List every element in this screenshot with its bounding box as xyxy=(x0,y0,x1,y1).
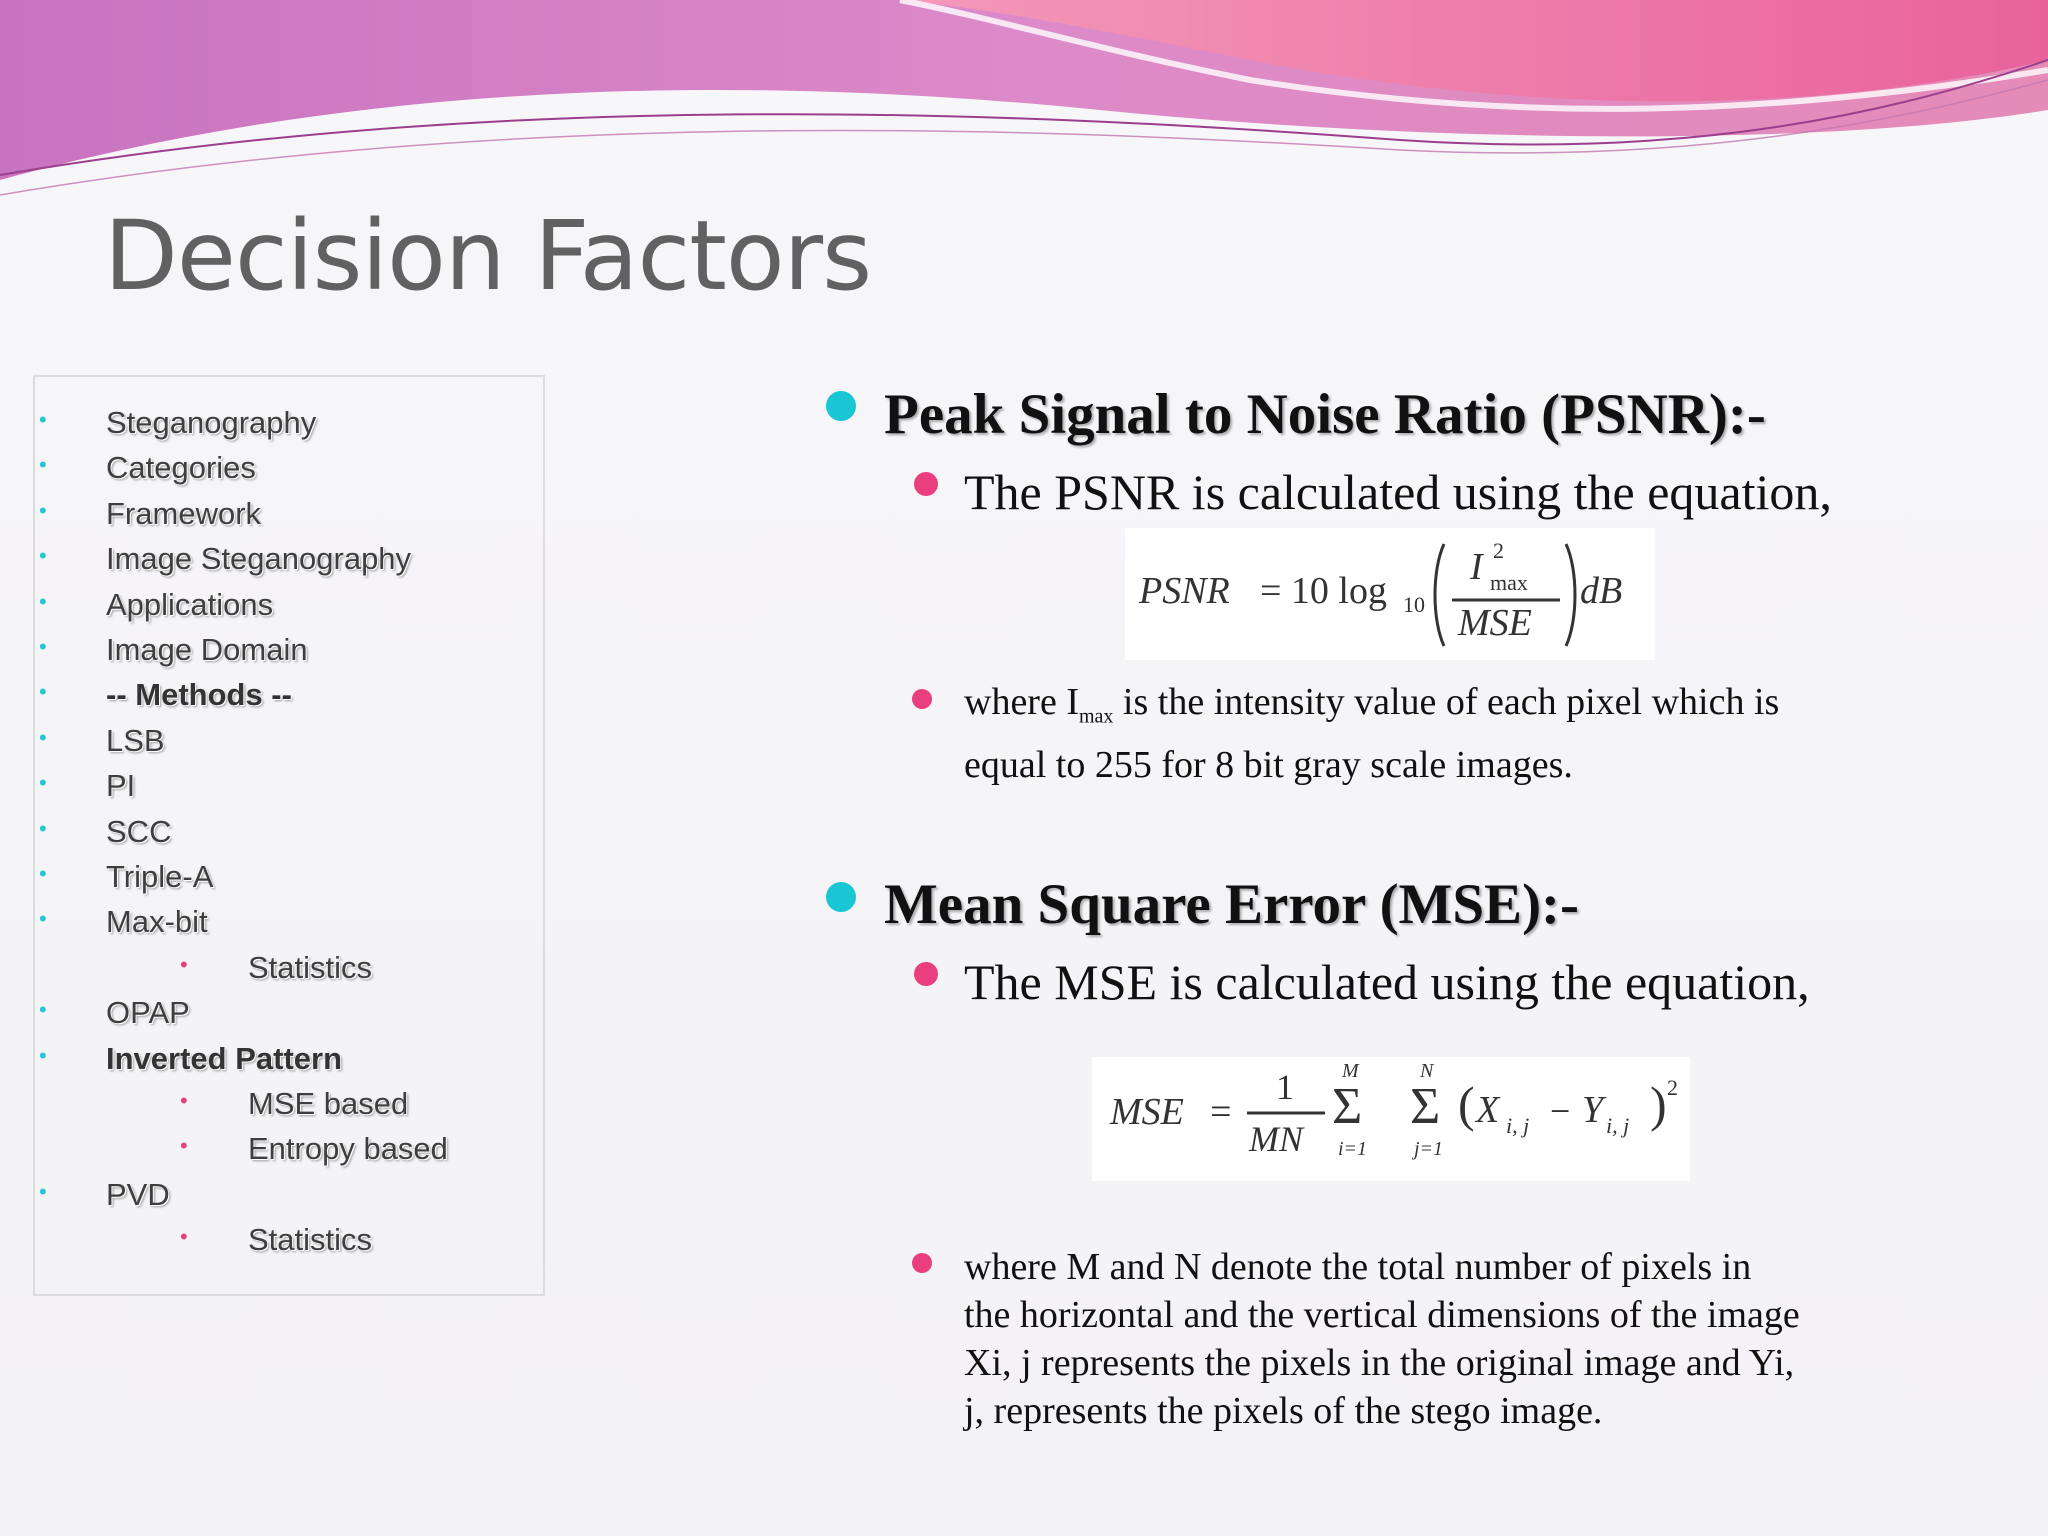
outline-bullet: • xyxy=(39,634,47,659)
outline-bullet: • xyxy=(39,861,47,886)
mse-eq-sum2-top: N xyxy=(1420,1060,1434,1082)
bullet-psnr xyxy=(826,391,856,421)
outline-item[interactable]: Entropy based xyxy=(248,1131,448,1167)
outline-panel xyxy=(33,375,545,1296)
outline-item[interactable]: Max-bit xyxy=(106,904,208,940)
psnr-note-line2: equal to 255 for 8 bit gray scale images. xyxy=(964,743,1573,786)
mse-eq-rparen: ) xyxy=(1650,1076,1667,1132)
mse-eq-y: Y xyxy=(1582,1089,1604,1131)
outline-item[interactable]: Statistics xyxy=(248,949,373,985)
outline-bullet: • xyxy=(180,1133,188,1159)
outline-bullet: • xyxy=(39,588,47,614)
outline-bullet: • xyxy=(180,1088,188,1113)
outline-bullet: • xyxy=(39,452,47,478)
outline-item[interactable]: -- Methods -- xyxy=(106,677,292,713)
outline-item[interactable]: Categories xyxy=(106,450,256,486)
mse-eq-x: X xyxy=(1476,1089,1500,1131)
psnr-eq-num-sub: max xyxy=(1490,570,1528,595)
psnr-eq-lhs: PSNR xyxy=(1139,570,1230,612)
mse-eq-y-sub: i, j xyxy=(1606,1113,1630,1138)
mse-eq-fraction-bar xyxy=(1247,1110,1327,1116)
outline-bullet: • xyxy=(39,770,47,796)
mse-eq-sum1-bot: i=1 xyxy=(1338,1138,1368,1160)
mse-eq-den: MN xyxy=(1249,1119,1303,1159)
outline-item[interactable]: PVD xyxy=(106,1176,170,1212)
psnr-note-post: is the intensity value of each pixel which is xyxy=(1113,681,1780,723)
bullet-mse-note xyxy=(912,1253,932,1273)
outline-item[interactable]: Image Steganography xyxy=(106,541,412,577)
psnr-eq-num-sup: 2 xyxy=(1493,538,1504,563)
psnr-eq-unit: dB xyxy=(1580,570,1623,612)
outline-item[interactable]: Triple-A xyxy=(106,859,214,894)
psnr-eq-equals: = 10 log xyxy=(1260,570,1387,612)
outline-bullet: • xyxy=(180,951,188,977)
bullet-psnr-note xyxy=(912,689,932,709)
psnr-eq-den: MSE xyxy=(1458,602,1532,644)
bullet-psnr-intro xyxy=(914,472,938,496)
mse-note-line-4: j, represents the pixels of the stego image. xyxy=(964,1390,1603,1432)
mse-eq-sigma-1: Σ xyxy=(1332,1078,1363,1135)
mse-eq-equals: = xyxy=(1210,1091,1232,1133)
psnr-intro: The PSNR is calculated using the equation, xyxy=(964,464,1832,520)
outline-bullet: • xyxy=(39,497,47,523)
outline-item[interactable]: Framework xyxy=(106,495,262,531)
outline-bullet: • xyxy=(39,1042,47,1068)
outline-item[interactable]: Statistics xyxy=(248,1222,373,1258)
mse-heading: Mean Square Error (MSE):- xyxy=(884,873,1580,936)
mse-note-line-1: where M and N denote the total number of pixels in xyxy=(964,1246,1752,1288)
outline-bullet: • xyxy=(39,815,47,841)
psnr-equation xyxy=(1125,528,1655,660)
psnr-note xyxy=(964,678,1964,789)
outline-item[interactable]: LSB xyxy=(106,722,165,758)
mse-eq-sq: 2 xyxy=(1667,1075,1678,1100)
outline-item[interactable]: Applications xyxy=(106,586,274,622)
outline-bullet: • xyxy=(39,407,47,432)
outline-bullet: • xyxy=(39,997,47,1023)
mse-note-line-3: Xi, j represents the pixels in the original image and Yi, xyxy=(964,1342,1795,1384)
mse-eq-sigma-2: Σ xyxy=(1410,1078,1441,1135)
outline-bullet: • xyxy=(180,1224,188,1250)
mse-eq-minus: − xyxy=(1550,1091,1571,1131)
psnr-heading: Peak Signal to Noise Ratio (PSNR):- xyxy=(884,383,1766,446)
mse-eq-sum1-top: M xyxy=(1342,1060,1359,1082)
psnr-eq-num: I xyxy=(1470,546,1483,588)
outline-bullet: • xyxy=(39,724,47,750)
outline-item[interactable]: OPAP xyxy=(106,995,190,1031)
outline-item[interactable]: PI xyxy=(106,768,136,804)
bullet-mse-intro xyxy=(914,962,938,986)
mse-eq-num: 1 xyxy=(1276,1067,1294,1107)
outline-item[interactable]: MSE based xyxy=(248,1086,409,1121)
psnr-note-sub: max xyxy=(1078,705,1114,728)
mse-note xyxy=(964,1243,2004,1435)
outline-bullet: • xyxy=(39,543,47,569)
mse-note-line-2: the horizontal and the vertical dimensions of the image xyxy=(964,1294,1800,1336)
mse-eq-lhs: MSE xyxy=(1110,1091,1184,1133)
mse-eq-lparen: ( xyxy=(1458,1076,1475,1132)
outline-item[interactable]: SCC xyxy=(106,813,172,849)
outline-bullet: • xyxy=(39,906,47,932)
mse-equation xyxy=(1092,1057,1690,1181)
mse-eq-sum2-bot: j=1 xyxy=(1414,1138,1444,1160)
psnr-eq-base: 10 xyxy=(1403,592,1425,617)
outline-bullet: • xyxy=(39,1178,47,1204)
psnr-note-pre: where I xyxy=(964,681,1079,723)
outline-item[interactable]: Image Domain xyxy=(106,632,308,667)
outline-item[interactable]: Inverted Pattern xyxy=(106,1040,343,1076)
mse-eq-x-sub: i, j xyxy=(1506,1113,1530,1138)
outline-item[interactable]: Steganography xyxy=(106,405,317,440)
bullet-mse xyxy=(826,882,856,912)
slide-title: Decision Factors xyxy=(104,200,872,312)
outline-bullet: • xyxy=(39,679,47,705)
mse-intro: The MSE is calculated using the equation, xyxy=(964,954,1810,1010)
